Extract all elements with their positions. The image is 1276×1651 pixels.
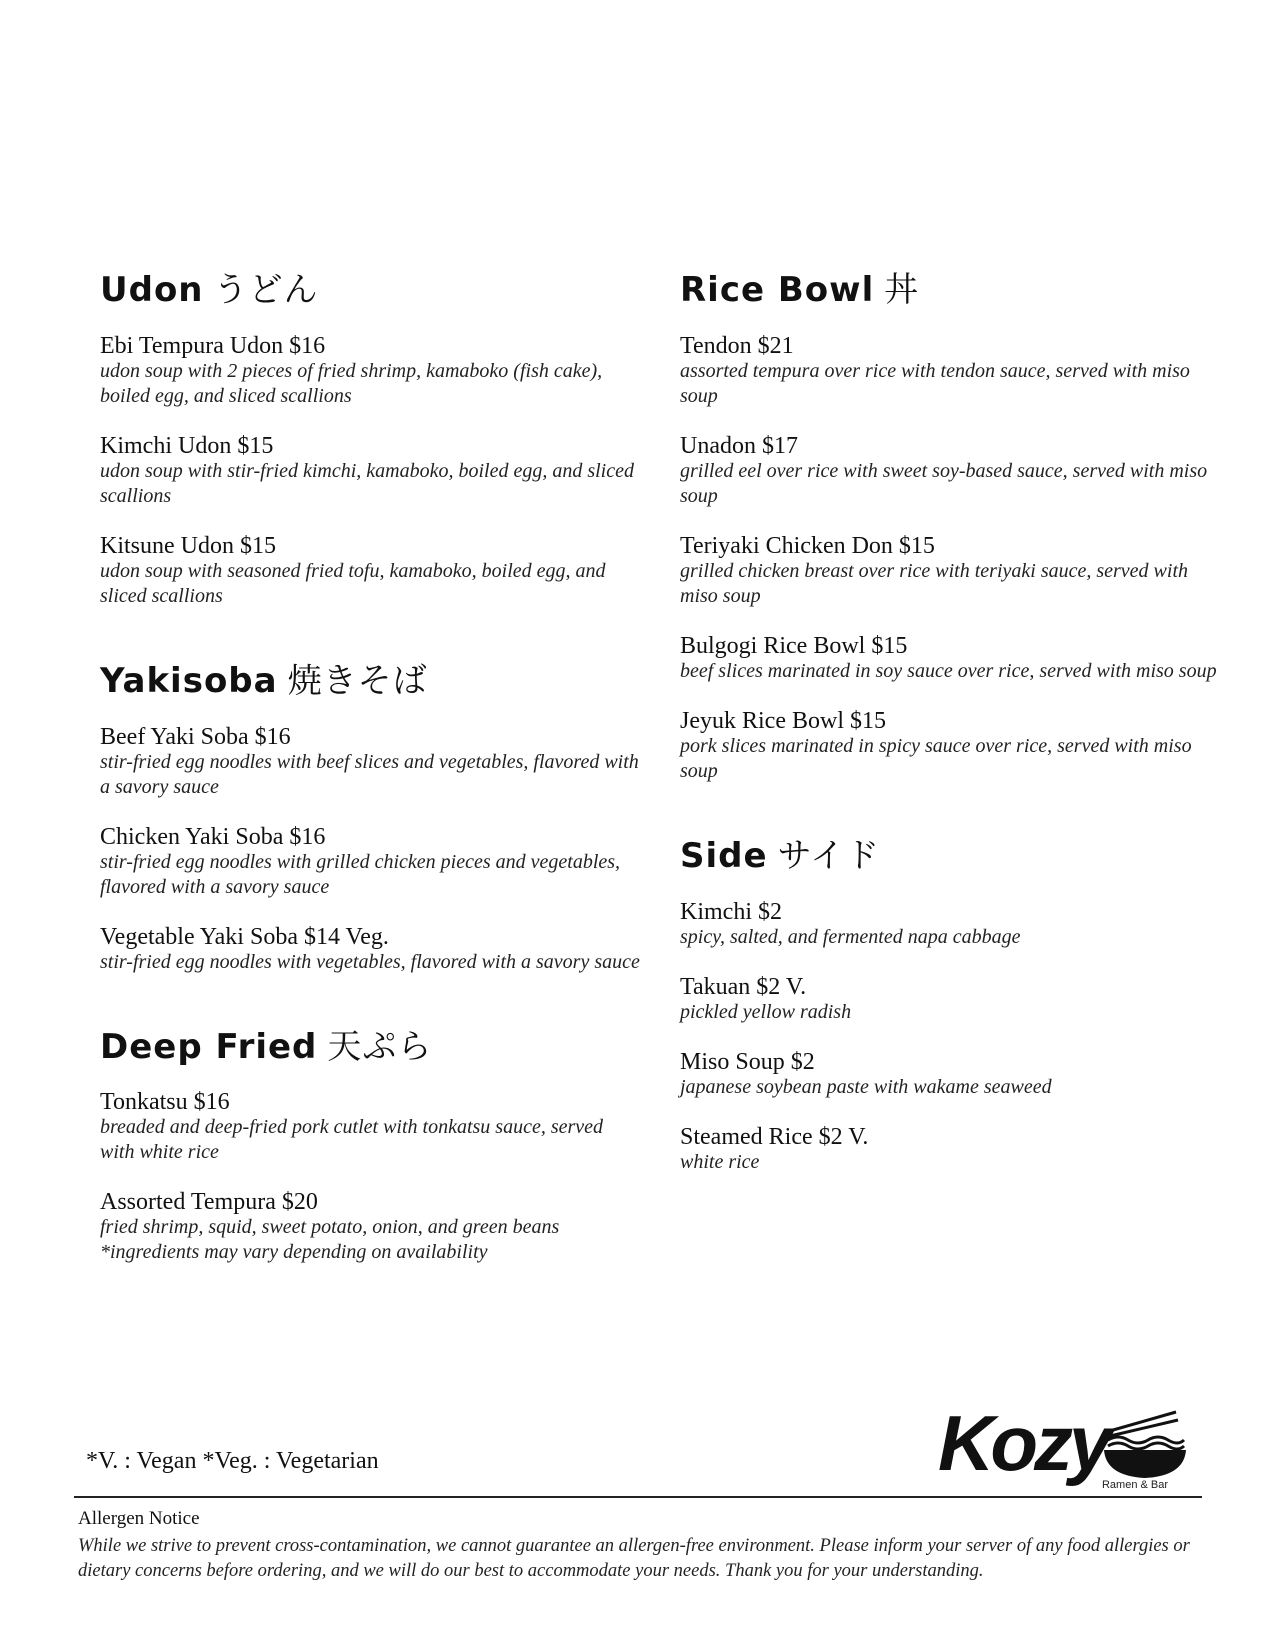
item-name: Vegetable Yaki Soba $14 Veg.	[100, 923, 389, 950]
item-description: pork slices marinated in spicy sauce over rice, served with miso soup	[680, 734, 1192, 782]
menu-item	[100, 824, 640, 900]
item-name: Unadon $17	[680, 432, 798, 459]
section-title	[680, 270, 1220, 311]
allergen-notice	[78, 1508, 1208, 1584]
item-name: Kimchi $2	[680, 898, 782, 925]
section-title-jp: 天ぷら	[327, 1026, 433, 1067]
section-side	[680, 836, 1220, 1175]
allergen-text: While we strive to prevent cross-contamination, we cannot guarantee an allergen-free environment. Please inform your server of any food allergies or dietary concerns before ordering, and we will do our best to accommodate your needs. Thank you for your understanding.	[78, 1536, 1190, 1581]
menu-item	[100, 724, 640, 800]
item-description: fried shrimp, squid, sweet potato, onion, and green beans	[100, 1216, 560, 1239]
item-name: Takuan $2 V.	[680, 973, 807, 1000]
item-name: Assorted Tempura $20	[100, 1189, 318, 1216]
item-description: udon soup with stir-fried kimchi, kamaboko, boiled egg, and sliced scallions	[100, 459, 634, 507]
item-name: Steamed Rice $2 V.	[680, 1123, 869, 1150]
item-name: Bulgogi Rice Bowl $15	[680, 632, 908, 659]
item-description: white rice	[680, 1150, 760, 1173]
section-rice-bowl	[680, 270, 1220, 784]
section-yakisoba	[100, 661, 640, 975]
kozy-logo	[938, 1398, 1188, 1488]
section-udon	[100, 270, 640, 609]
menu-item	[680, 333, 1220, 409]
section-title-en: Side	[680, 835, 768, 876]
item-description: udon soup with seasoned fried tofu, kamaboko, boiled egg, and sliced scallions	[100, 559, 606, 607]
menu-item	[680, 433, 1220, 509]
menu-column-right	[680, 270, 1220, 1227]
item-description: stir-fried egg noodles with grilled chicken pieces and vegetables, flavored with a savory sauce	[100, 850, 621, 898]
diet-legend: *V. : Vegan *Veg. : Vegetarian	[86, 1448, 379, 1474]
item-description: grilled chicken breast over rice with teriyaki sauce, served with miso soup	[680, 559, 1189, 607]
item-note: *ingredients may vary depending on availability	[100, 1241, 488, 1264]
item-name: Tendon $21	[680, 332, 794, 359]
item-description: stir-fried egg noodles with beef slices and vegetables, flavored with a savory sauce	[100, 750, 639, 798]
section-title	[680, 836, 1220, 877]
section-title-en: Rice Bowl	[680, 270, 875, 310]
allergen-title: Allergen Notice	[78, 1508, 200, 1529]
menu-item	[680, 633, 1220, 684]
menu-item	[100, 433, 640, 509]
menu-item	[680, 1124, 1220, 1175]
section-title	[100, 661, 640, 702]
item-description: udon soup with 2 pieces of fried shrimp, kamaboko (fish cake), boiled egg, and sliced scallions	[100, 359, 603, 407]
section-title-en: Udon	[100, 270, 204, 310]
item-name: Kitsune Udon $15	[100, 532, 276, 559]
item-name: Jeyuk Rice Bowl $15	[680, 707, 886, 734]
item-name: Ebi Tempura Udon $16	[100, 332, 326, 359]
item-description: grilled eel over rice with sweet soy-based sauce, served with miso soup	[680, 459, 1208, 507]
menu-item	[680, 533, 1220, 609]
section-title-jp: サイド	[777, 835, 881, 876]
item-name: Miso Soup $2	[680, 1048, 815, 1075]
item-description: breaded and deep-fried pork cutlet with tonkatsu sauce, served with white rice	[100, 1116, 604, 1164]
section-title-en: Yakisoba	[100, 660, 278, 701]
menu-item	[100, 533, 640, 609]
item-name: Kimchi Udon $15	[100, 432, 274, 459]
item-description: spicy, salted, and fermented napa cabbage	[680, 925, 1021, 948]
section-title-jp: 焼きそば	[287, 660, 428, 701]
menu-item	[680, 1049, 1220, 1100]
menu-item	[680, 708, 1220, 784]
menu-item	[100, 1089, 640, 1165]
section-deep-fried	[100, 1027, 640, 1266]
logo-tagline: Ramen & Bar	[1101, 1479, 1169, 1488]
item-description: beef slices marinated in soy sauce over rice, served with miso soup	[680, 659, 1217, 682]
section-title	[100, 270, 640, 311]
item-description: japanese soybean paste with wakame seaweed	[680, 1075, 1052, 1098]
item-name: Chicken Yaki Soba $16	[100, 823, 326, 850]
menu-item	[100, 1189, 640, 1265]
ramen-bowl-icon	[1104, 1412, 1186, 1478]
item-description: pickled yellow radish	[680, 1000, 852, 1023]
section-title	[100, 1027, 640, 1068]
menu-item	[100, 924, 640, 975]
menu-column-left	[100, 270, 640, 1317]
footer-divider	[74, 1496, 1202, 1498]
menu-item	[680, 899, 1220, 950]
item-name: Teriyaki Chicken Don $15	[680, 532, 935, 559]
item-name: Tonkatsu $16	[100, 1089, 230, 1116]
item-description: stir-fried egg noodles with vegetables, flavored with a savory sauce	[100, 950, 640, 973]
logo-brand-text: Kozy	[938, 1399, 1109, 1487]
item-name: Beef Yaki Soba $16	[100, 723, 291, 750]
section-title-en: Deep Fried	[100, 1026, 318, 1067]
menu-item	[100, 333, 640, 409]
section-title-jp: 丼	[884, 270, 920, 310]
menu-item	[680, 974, 1220, 1025]
section-title-jp: うどん	[213, 270, 319, 310]
item-description: assorted tempura over rice with tendon sauce, served with miso soup	[680, 359, 1190, 407]
